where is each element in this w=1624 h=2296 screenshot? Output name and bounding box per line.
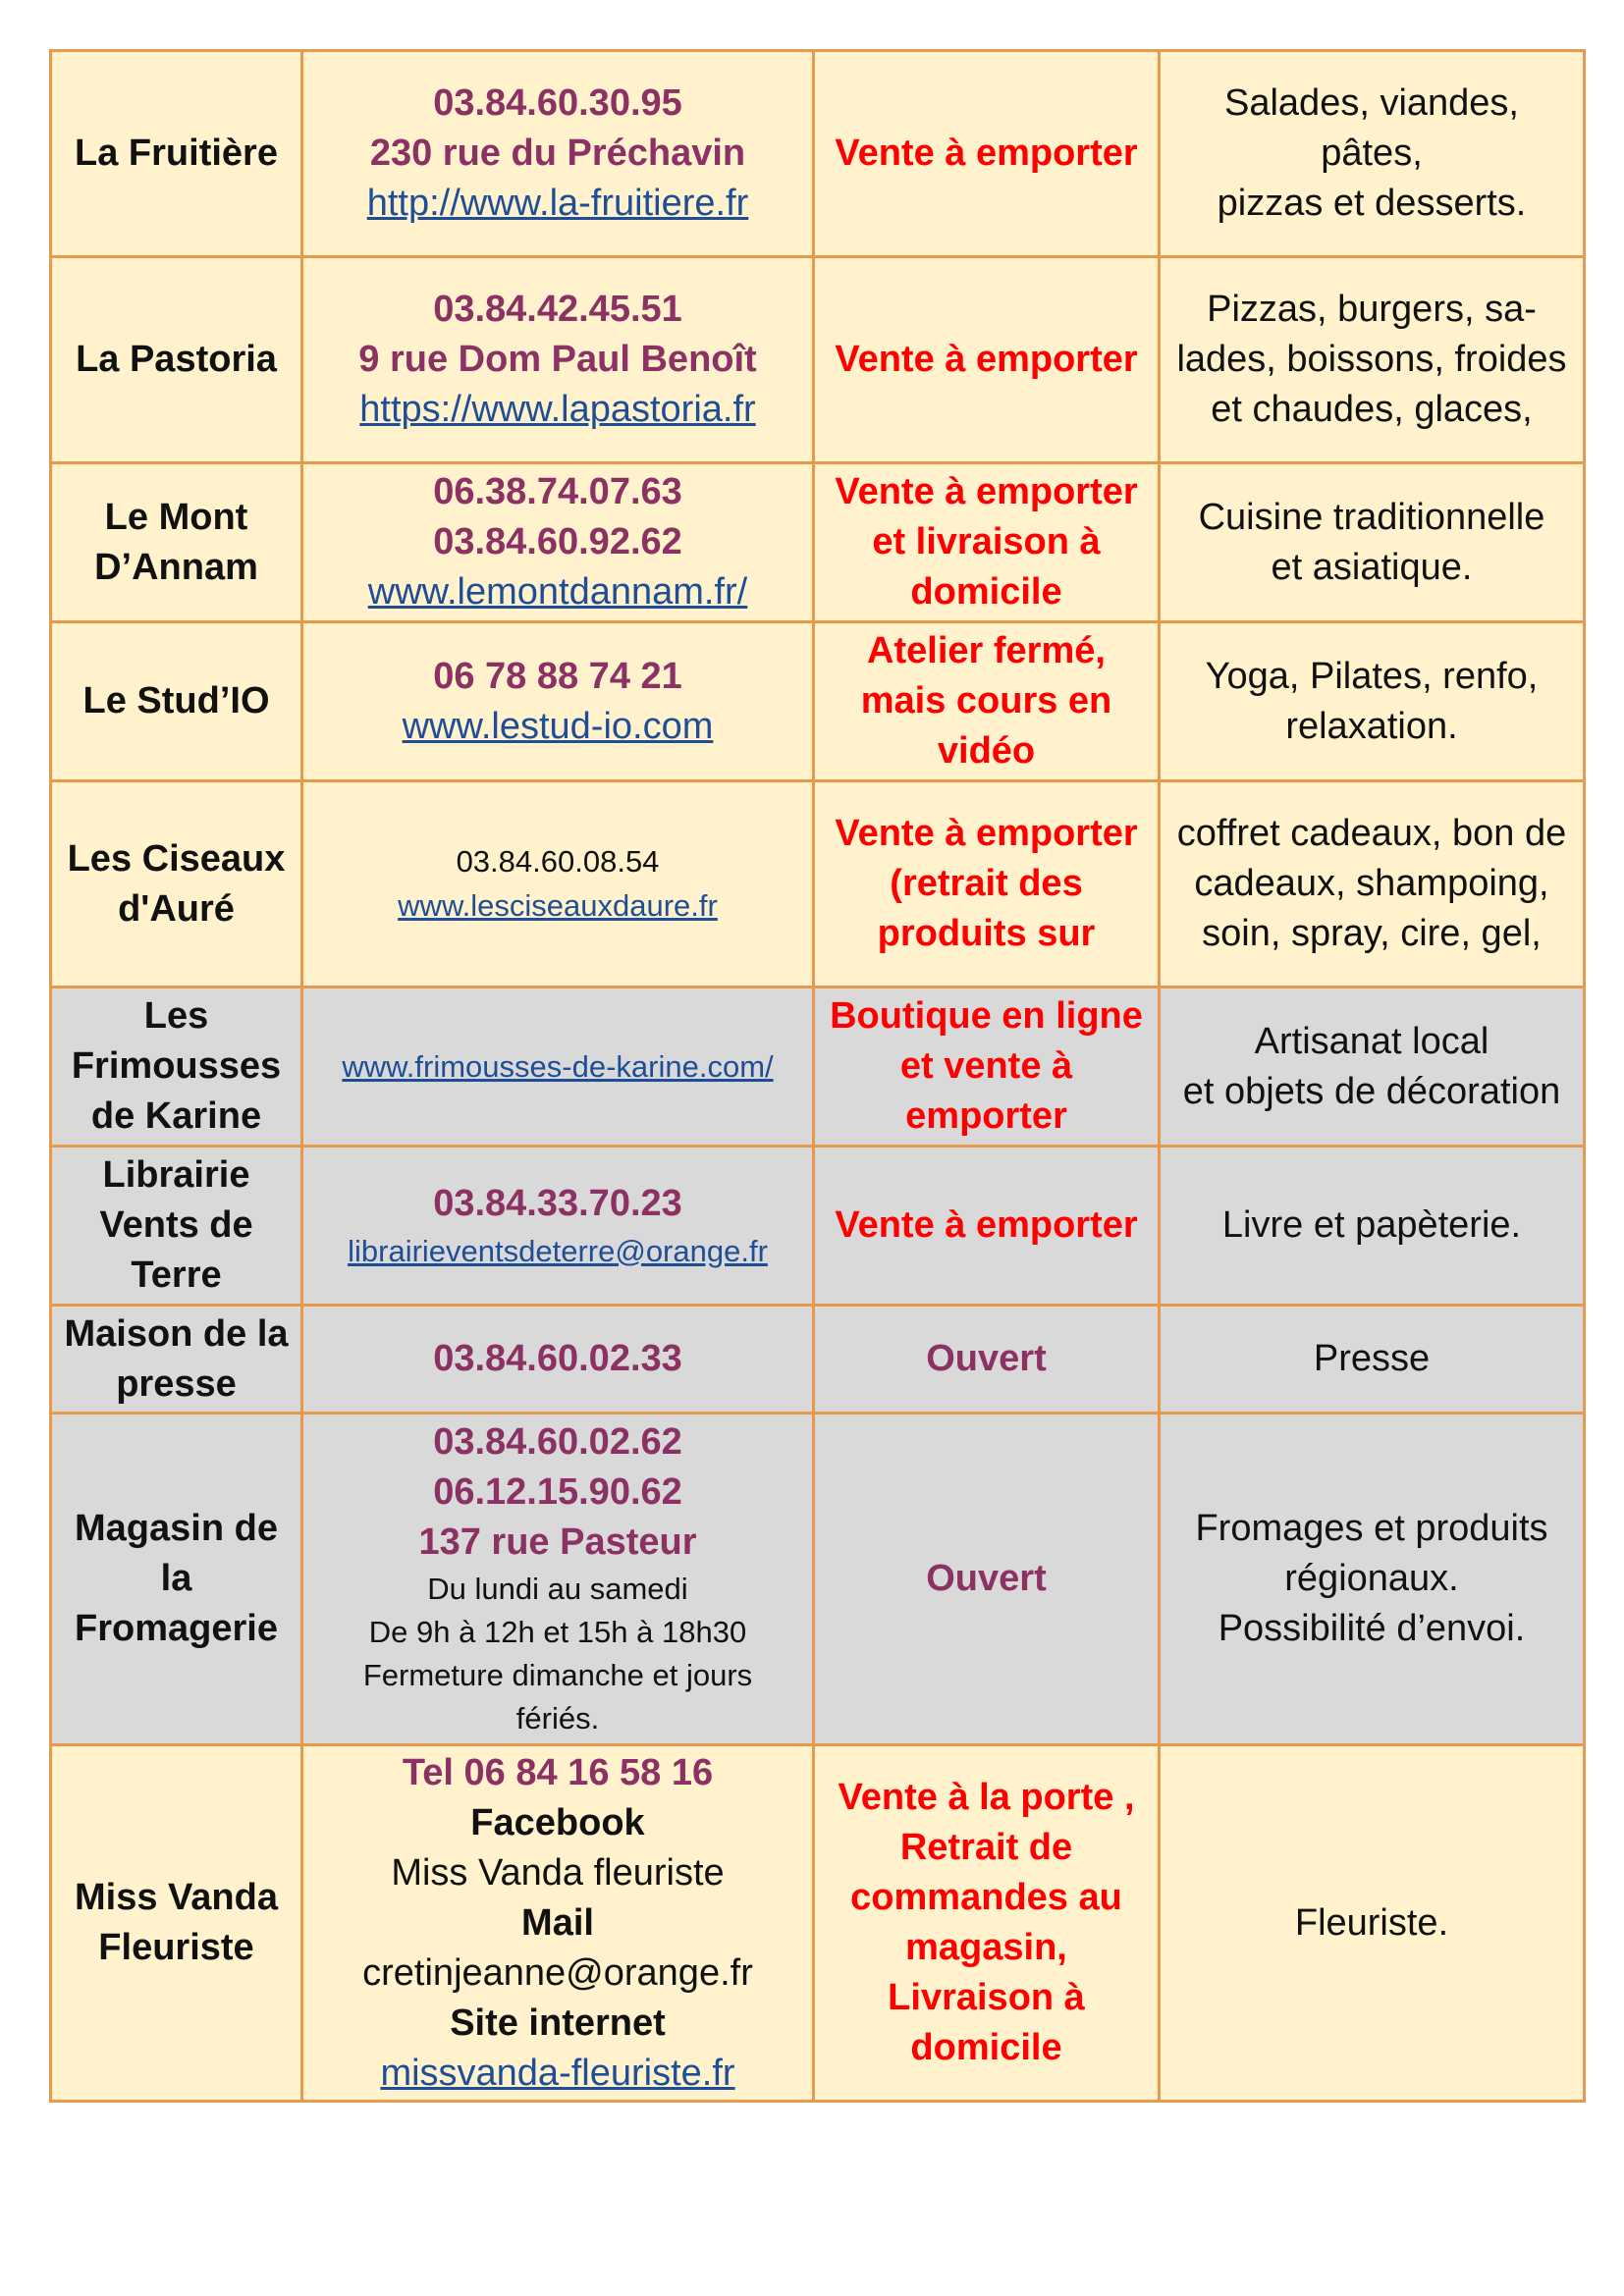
status-cell bbox=[814, 622, 1160, 781]
shop-name: D’Annam bbox=[94, 546, 258, 588]
phone-number: 03.84.60.92.62 bbox=[433, 521, 682, 562]
contact-cell bbox=[302, 781, 814, 988]
phone-number: 03.84.60.08.54 bbox=[456, 844, 660, 879]
phone-number: 06.38.74.07.63 bbox=[433, 471, 682, 512]
shop-name: Librairie bbox=[102, 1154, 250, 1196]
address: 9 rue Dom Paul Benoît bbox=[358, 339, 757, 380]
shop-name-cell bbox=[51, 1745, 302, 2102]
contact-cell bbox=[302, 463, 814, 622]
description-line: Artisanat local bbox=[1254, 1020, 1489, 1062]
status-cell bbox=[814, 463, 1160, 622]
status-text: et vente à bbox=[899, 1045, 1073, 1087]
description-cell bbox=[1160, 988, 1585, 1147]
status-cell bbox=[814, 988, 1160, 1147]
status-text: Vente à emporter bbox=[835, 133, 1138, 174]
status-text: Vente à emporter bbox=[835, 339, 1138, 380]
mail-label: Mail bbox=[521, 1901, 594, 1944]
mail-value: cretinjeanne@orange.fr bbox=[362, 1951, 753, 1994]
status-text: Vente à la porte , bbox=[838, 1777, 1135, 1818]
description-line: Cuisine traditionnelle bbox=[1198, 496, 1545, 538]
shop-name: Le Mont bbox=[104, 496, 248, 538]
website-link[interactable]: www.lemontdannam.fr/ bbox=[367, 571, 748, 613]
contact-cell bbox=[302, 622, 814, 781]
table-row bbox=[51, 51, 1585, 257]
status-text: Ouvert bbox=[926, 1338, 1047, 1379]
status-cell bbox=[814, 1147, 1160, 1306]
shop-name: La Fruitière bbox=[75, 133, 278, 174]
status-text: domicile bbox=[910, 2027, 1062, 2068]
shop-name: Les Ciseaux bbox=[67, 837, 286, 880]
description-line: coffret cadeaux, bon de bbox=[1176, 813, 1567, 854]
website-link[interactable]: www.frimousses-de-karine.com/ bbox=[342, 1049, 774, 1084]
description-line: Salades, viandes, bbox=[1224, 82, 1519, 124]
site-label: Site internet bbox=[450, 2002, 666, 2044]
shop-name: Fromagerie bbox=[75, 1608, 278, 1649]
status-text: Livraison à bbox=[888, 1977, 1085, 2018]
status-text: domicile bbox=[910, 571, 1062, 613]
shop-name-cell bbox=[51, 622, 302, 781]
description-cell bbox=[1160, 1147, 1585, 1306]
table-row bbox=[51, 1745, 1585, 2102]
contact-cell bbox=[302, 257, 814, 463]
table-row bbox=[51, 1147, 1585, 1306]
status-text: (retrait des bbox=[890, 863, 1083, 904]
shop-name-cell bbox=[51, 1306, 302, 1414]
phone-number: 03.84.33.70.23 bbox=[433, 1182, 682, 1224]
contact-cell bbox=[302, 1306, 814, 1414]
status-cell bbox=[814, 257, 1160, 463]
description-cell bbox=[1160, 1306, 1585, 1414]
phone-number: 03.84.42.45.51 bbox=[433, 289, 682, 330]
description-cell bbox=[1160, 781, 1585, 988]
shop-name: Miss Vanda bbox=[75, 1877, 278, 1918]
status-text: emporter bbox=[905, 1095, 1067, 1137]
status-text: vidéo bbox=[937, 730, 1036, 772]
phone-number: 06 78 88 74 21 bbox=[433, 655, 682, 697]
shop-name: la bbox=[160, 1558, 192, 1599]
shop-name: Terre bbox=[131, 1255, 222, 1296]
description-cell bbox=[1160, 1745, 1585, 2102]
description-line: soin, spray, cire, gel, bbox=[1202, 913, 1542, 954]
description-line: Fromages et produits bbox=[1195, 1508, 1548, 1549]
contact-cell bbox=[302, 988, 814, 1147]
description-line: relaxation. bbox=[1285, 705, 1458, 747]
description-line: régionaux. bbox=[1284, 1558, 1459, 1599]
status-text: Boutique en ligne bbox=[830, 995, 1143, 1037]
description-line: et objets de décoration bbox=[1182, 1070, 1561, 1112]
phone-number: 03.84.60.02.33 bbox=[433, 1338, 682, 1379]
status-cell bbox=[814, 1306, 1160, 1414]
shop-name-cell bbox=[51, 988, 302, 1147]
status-text: magasin, bbox=[905, 1927, 1067, 1968]
description-line: Fleuriste. bbox=[1294, 1901, 1449, 1944]
status-cell bbox=[814, 51, 1160, 257]
table-row bbox=[51, 1306, 1585, 1414]
email-link[interactable]: librairieventsdeterre@orange.fr bbox=[348, 1233, 768, 1268]
phone-number: 06.12.15.90.62 bbox=[433, 1471, 682, 1513]
shop-name: presse bbox=[116, 1362, 237, 1405]
shop-name-cell bbox=[51, 1147, 302, 1306]
table-row bbox=[51, 463, 1585, 622]
status-text: et livraison à bbox=[872, 521, 1101, 562]
contact-cell bbox=[302, 1745, 814, 2102]
phone-number: Tel 06 84 16 58 16 bbox=[402, 1751, 714, 1793]
contact-cell bbox=[302, 1414, 814, 1745]
description-line: Pizzas, burgers, sa- bbox=[1207, 289, 1537, 330]
description-line: Livre et papèterie. bbox=[1221, 1204, 1522, 1246]
shop-name: La Pastoria bbox=[76, 339, 277, 380]
description-cell bbox=[1160, 1414, 1585, 1745]
contact-cell bbox=[302, 51, 814, 257]
status-text: Vente à emporter bbox=[835, 813, 1138, 854]
shop-name-cell bbox=[51, 51, 302, 257]
opening-hours: De 9h à 12h et 15h à 18h30 bbox=[368, 1615, 747, 1649]
description-line: pizzas et desserts. bbox=[1217, 183, 1527, 224]
shop-name: Maison de la bbox=[64, 1312, 289, 1355]
description-cell bbox=[1160, 257, 1585, 463]
website-link[interactable]: https://www.lapastoria.fr bbox=[359, 389, 756, 430]
status-text: Ouvert bbox=[926, 1558, 1047, 1599]
shop-name: de Karine bbox=[90, 1095, 262, 1137]
table-row bbox=[51, 1414, 1585, 1745]
status-cell bbox=[814, 1414, 1160, 1745]
description-line: lades, boissons, froides bbox=[1176, 339, 1567, 380]
description-cell bbox=[1160, 51, 1585, 257]
table-row bbox=[51, 781, 1585, 988]
description-line: pâtes, bbox=[1321, 133, 1423, 174]
phone-number: 03.84.60.30.95 bbox=[433, 82, 682, 124]
shop-name: Frimousses bbox=[71, 1045, 282, 1087]
status-text: Retrait de bbox=[899, 1827, 1073, 1868]
description-line: cadeaux, shampoing, bbox=[1194, 863, 1549, 904]
shop-directory-table bbox=[49, 49, 1586, 2103]
contact-cell bbox=[302, 1147, 814, 1306]
shop-name-cell bbox=[51, 1414, 302, 1745]
description-cell bbox=[1160, 463, 1585, 622]
description-cell bbox=[1160, 622, 1585, 781]
status-cell bbox=[814, 1745, 1160, 2102]
status-text: commandes au bbox=[850, 1877, 1122, 1918]
shop-name: Le Stud’IO bbox=[82, 680, 270, 721]
shop-name: Magasin de bbox=[75, 1508, 278, 1549]
shop-name-cell bbox=[51, 463, 302, 622]
description-line: Yoga, Pilates, renfo, bbox=[1205, 655, 1539, 697]
phone-number: 03.84.60.02.62 bbox=[433, 1421, 682, 1463]
website-link[interactable]: http://www.la-fruitiere.fr bbox=[366, 183, 749, 224]
status-text: produits sur bbox=[877, 913, 1096, 954]
website-link[interactable]: www.lestud-io.com bbox=[402, 705, 714, 747]
description-line: et asiatique. bbox=[1271, 546, 1473, 588]
opening-hours: Du lundi au samedi bbox=[427, 1572, 688, 1606]
shop-name: d'Auré bbox=[118, 887, 235, 930]
description-line: Possibilité d’envoi. bbox=[1218, 1608, 1526, 1649]
address: 230 rue du Préchavin bbox=[369, 133, 746, 174]
status-text: Atelier fermé, bbox=[867, 630, 1106, 671]
table-row bbox=[51, 988, 1585, 1147]
opening-hours: fériés. bbox=[515, 1701, 600, 1735]
website-link[interactable]: www.lesciseauxdaure.fr bbox=[398, 888, 718, 923]
opening-hours: Fermeture dimanche et jours bbox=[362, 1658, 753, 1692]
status-text: Vente à emporter bbox=[835, 1204, 1138, 1246]
status-text: mais cours en bbox=[860, 680, 1112, 721]
address: 137 rue Pasteur bbox=[418, 1522, 697, 1563]
status-cell bbox=[814, 781, 1160, 988]
shop-name: Fleuriste bbox=[98, 1927, 254, 1968]
facebook-label: Facebook bbox=[470, 1801, 645, 1843]
shop-name: Les bbox=[143, 995, 209, 1037]
table-row bbox=[51, 622, 1585, 781]
shop-name-cell bbox=[51, 781, 302, 988]
description-line: et chaudes, glaces, bbox=[1211, 389, 1533, 430]
table-row bbox=[51, 257, 1585, 463]
shop-name: Vents de bbox=[99, 1204, 253, 1246]
facebook-value: Miss Vanda fleuriste bbox=[391, 1851, 725, 1894]
description-line: Presse bbox=[1313, 1338, 1431, 1379]
status-text: Vente à emporter bbox=[835, 471, 1138, 512]
website-link[interactable]: missvanda-fleuriste.fr bbox=[380, 2052, 735, 2094]
shop-name-cell bbox=[51, 257, 302, 463]
